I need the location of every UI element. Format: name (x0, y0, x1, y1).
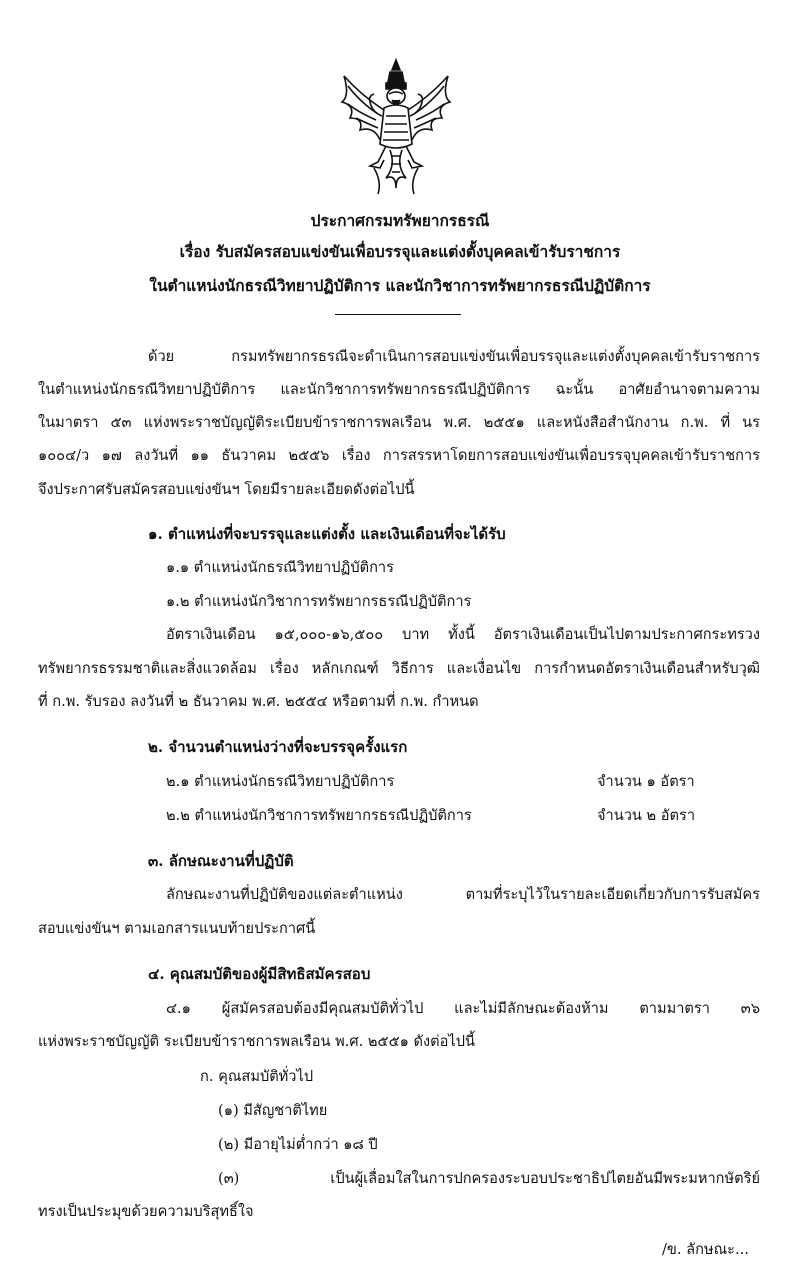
title-underline (335, 314, 461, 315)
announcement-subject: เรื่อง รับสมัครสอบแข่งขันเพื่อบรรจุและแต่งตั้งบุคคลเข้ารับราชการ (179, 242, 621, 261)
section-3-heading: ๓. ลักษณะงานที่ปฏิบัติ (148, 852, 294, 870)
section-2-row-1-label: ๒.๑ ตำแหน่งนักธรณีวิทยาปฏิบัติการ (166, 773, 395, 790)
section-4-item-3-continued: ทรงเป็นประมุขด้วยความบริสุทธิ์ใจ (38, 1203, 254, 1220)
section-4-item-3: (๓) เป็นผู้เลื่อมใสในการปกครองระบอบประชาธิปไตยอันมีพระมหากษัตริย์ (218, 1170, 760, 1187)
section-4-item-2: (๒) มีอายุไม่ต่ำกว่า ๑๘ ปี (218, 1136, 378, 1153)
section-4-p1-line-1: ๔.๑ ผู้สมัครสอบต้องมีคุณสมบัติทั่วไป และไม่มีลักษณะต้องห้าม ตามมาตรา ๓๖ (166, 1000, 760, 1017)
section-4-sub-a: ก. คุณสมบัติทั่วไป (200, 1068, 314, 1085)
section-3-line-2: สอบแข่งขันฯ ตามเอกสารแนบท้ายประกาศนี้ (38, 920, 316, 937)
intro-line-5: จึงประกาศรับสมัครสอบแข่งขันฯ โดยมีรายละเอียดดังต่อไปนี้ (38, 481, 415, 498)
section-1-salary-line-1: อัตราเงินเดือน ๑๕,๐๐๐-๑๖,๕๐๐ บาท ทั้งนี้ อัตราเงินเดือนเป็นไปตามประกาศกระทรวง (166, 626, 760, 643)
section-4-p1-line-2: แห่งพระราชบัญญัติ ระเบียบข้าราชการพลเรือน พ.ศ. ๒๕๕๑ ดังต่อไปนี้ (38, 1033, 475, 1050)
section-1-heading: ๑. ตำแหน่งที่จะบรรจุและแต่งตั้ง และเงินเดือนที่จะได้รับ (148, 525, 506, 543)
section-1-salary-line-2: ทรัพยากรธรรมชาติและสิ่งแวดล้อม เรื่อง หลักเกณฑ์ วิธีการ และเงื่อนไข การกำหนดอัตราเงินเดือนสำหรับวุฒิ (38, 660, 760, 677)
continued-marker: /ข. ลักษณะ... (662, 1241, 749, 1258)
section-4-heading: ๔. คุณสมบัติของผู้มีสิทธิสมัครสอบ (148, 965, 371, 983)
intro-line-2: ในตำแหน่งนักธรณีวิทยาปฏิบัติการ และนักวิชาการทรัพยากรธรณีปฏิบัติการ ฉะนั้น อาศัยอำนาจตามความ (38, 381, 760, 398)
intro-line-1: ด้วย กรมทรัพยากรธรณีจะดำเนินการสอบแข่งขันเพื่อบรรจุและแต่งตั้งบุคคลเข้ารับราชการ (148, 348, 760, 365)
announcement-title: ประกาศกรมทรัพยากรธรณี (310, 211, 490, 230)
section-4-item-1: (๑) มีสัญชาติไทย (218, 1102, 328, 1119)
intro-line-4: ๑๐๐๔/ว ๑๗ ลงวันที่ ๑๑ ธันวาคม ๒๕๕๖ เรื่อง การสรรหาโดยการสอบแข่งขันเพื่อบรรจุบุคคลเข้ารับราชการ (38, 447, 760, 464)
section-3-line-1: ลักษณะงานที่ปฏิบัติของแต่ละตำแหน่ง ตามที่ระบุไว้ในรายละเอียดเกี่ยวกับการรับสมัคร (166, 886, 760, 903)
announcement-subject-line2: ในตำแหน่งนักธรณีวิทยาปฏิบัติการ และนักวิชาการทรัพยากรธรณีปฏิบัติการ (149, 276, 651, 295)
section-1-item-2: ๑.๒ ตำแหน่งนักวิชาการทรัพยากรธรณีปฏิบัติการ (166, 593, 472, 610)
section-1-salary-line-3: ที่ ก.พ. รับรอง ลงวันที่ ๒ ธันวาคม พ.ศ. ๒๕๕๔ หรือตามที่ ก.พ. กำหนด (38, 693, 479, 710)
section-1-item-1: ๑.๑ ตำแหน่งนักธรณีวิทยาปฏิบัติการ (166, 559, 394, 576)
section-2-row-2-count: จำนวน ๒ อัตรา (597, 807, 696, 824)
section-2-row-1-count: จำนวน ๑ อัตรา (597, 773, 695, 790)
intro-line-3: ในมาตรา ๕๓ แห่งพระราชบัญญัติระเบียบข้าราชการพลเรือน พ.ศ. ๒๕๕๑ และหนังสือสำนักงาน ก.พ. ที่ นร (38, 414, 760, 431)
section-2-heading: ๒. จำนวนตำแหน่งว่างที่จะบรรจุครั้งแรก (148, 738, 408, 756)
garuda-emblem (334, 56, 458, 196)
section-2-row-2-label: ๒.๒ ตำแหน่งนักวิชาการทรัพยากรธรณีปฏิบัติการ (166, 807, 472, 824)
